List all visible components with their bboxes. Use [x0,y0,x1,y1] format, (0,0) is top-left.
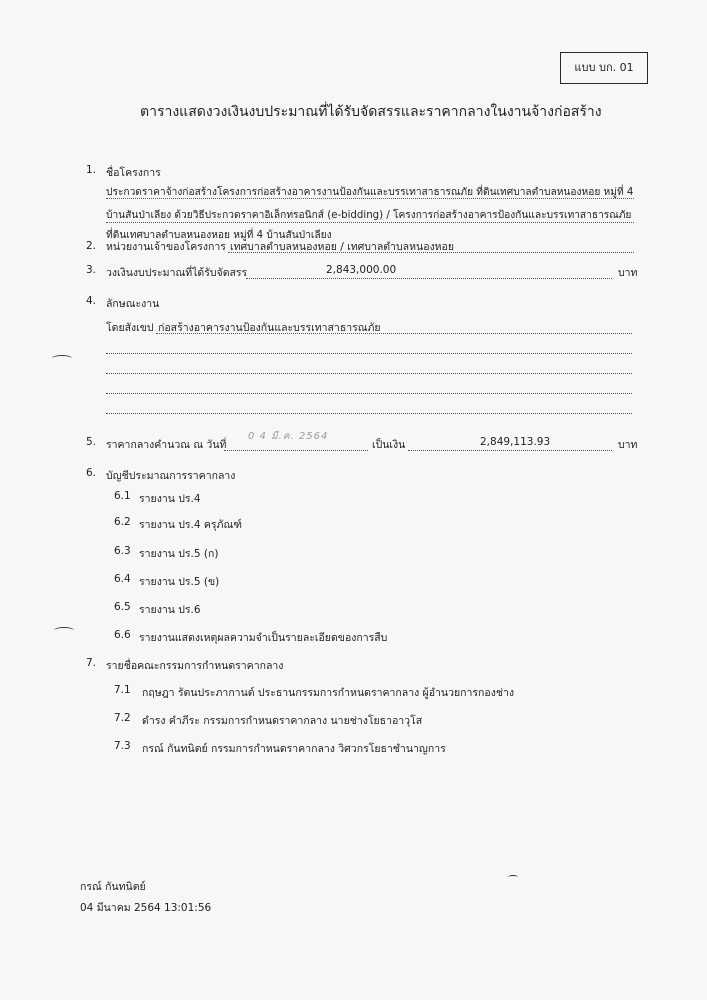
form-code-box: แบบ บก. 01 [560,52,648,84]
list-item: รายงาน ปร.5 (ก) [139,548,219,560]
list-item-number: 6.4 [114,573,131,585]
work-description-value: ก่อสร้างอาคารงานป้องกันและบรรเทาสาธารณภัย [158,322,381,334]
dotted-line [106,413,632,414]
scan-mark [508,875,518,879]
committee-member: กฤษฎา รัตนประภากานต์ ประธานกรรมการกำหนดราคากลาง ผู้อำนวยการกองช่าง [142,687,514,699]
list-item: รายงาน ปร.6 [139,604,201,616]
list-item-number: 6.1 [114,490,131,502]
owner-agency-value: เทศบาลตำบลหนองหอย / เทศบาลตำบลหนองหอย [230,241,455,253]
dotted-line [106,198,634,199]
project-name-line-1: ประกวดราคาจ้างก่อสร้างโครงการก่อสร้างอาคารงานป้องกันและบรรเทาสาธารณภัย ที่ดินเทศบาลตำบลหนองหอย หมู่ที่ 4 [106,187,634,198]
committee-member: กรณ์ กันทนิตย์ กรรมการกำหนดราคากลาง วิศวกรโยธาชำนาญการ [142,743,446,755]
footer-name: กรณ์ กันทนิตย์ [80,881,146,893]
project-name-line-2: บ้านสันป่าเลียง ด้วยวิธีประกวดราคาอิเล็กทรอนิกส์ (e-bidding) / โครงการก่อสร้างอาคารป้องกันและบรรเทาสาธารณภัย [106,210,632,221]
list-item-number: 6.5 [114,601,131,613]
dotted-line [228,252,634,253]
dotted-line [246,278,612,279]
median-price-value: 2,849,113.93 [480,436,551,448]
section-4-number: 4. [86,295,97,307]
list-item-number: 6.3 [114,545,131,557]
section-1-label: ชื่อโครงการ [106,167,161,179]
dotted-line [408,450,612,451]
section-4-label: ลักษณะงาน [106,298,160,310]
section-2-number: 2. [86,240,97,252]
document-title: ตารางแสดงวงเงินงบประมาณที่ได้รับจัดสรรและราคากลางในงานจ้างก่อสร้าง [140,104,602,120]
dotted-line [224,450,368,451]
dotted-line [106,353,632,354]
budget-unit: บาท [618,267,638,279]
project-name-line-3: ที่ดินเทศบาลตำบลหนองหอย หมู่ที่ 4 บ้านสันป่าเลียง [106,230,332,241]
section-5-label: ราคากลางคำนวณ ณ วันที่ [106,439,227,451]
scan-mark [54,627,74,634]
dotted-line [106,393,632,394]
scan-mark [52,355,72,362]
footer-datetime: 04 มีนาคม 2564 13:01:56 [80,902,212,914]
section-3-label: วงเงินงบประมาณที่ได้รับจัดสรร [106,267,248,279]
committee-member-number: 7.1 [114,684,131,696]
section-4-sublabel: โดยสังเขป [106,322,154,334]
section-7-number: 7. [86,657,97,669]
section-7-label: รายชื่อคณะกรรมการกำหนดราคากลาง [106,660,284,672]
section-6-number: 6. [86,467,97,479]
list-item: รายงานแสดงเหตุผลความจำเป็นรายละเอียดของการสืบ [139,632,388,644]
budget-value: 2,843,000.00 [326,264,397,276]
list-item: รายงาน ปร.4 ครุภัณฑ์ [139,519,242,531]
list-item: รายงาน ปร.5 (ข) [139,576,220,588]
committee-member-number: 7.3 [114,740,131,752]
list-item-number: 6.6 [114,629,131,641]
section-1-number: 1. [86,164,97,176]
section-6-label: บัญชีประมาณการราคากลาง [106,470,236,482]
dotted-line [156,333,632,334]
committee-member-number: 7.2 [114,712,131,724]
section-3-number: 3. [86,264,97,276]
dotted-line [106,373,632,374]
list-item-number: 6.2 [114,516,131,528]
dotted-line [106,222,634,223]
list-item: รายงาน ปร.4 [139,493,201,505]
committee-member: ดำรง คำภีระ กรรมการกำหนดราคากลาง นายช่างโยธาอาวุโส [142,715,423,727]
amount-label: เป็นเงิน [372,439,406,451]
date-stamp: 0 4 มี.ค. 2564 [248,431,329,442]
section-5-number: 5. [86,436,97,448]
median-price-unit: บาท [618,439,638,451]
section-2-label: หน่วยงานเจ้าของโครงการ [106,241,226,253]
